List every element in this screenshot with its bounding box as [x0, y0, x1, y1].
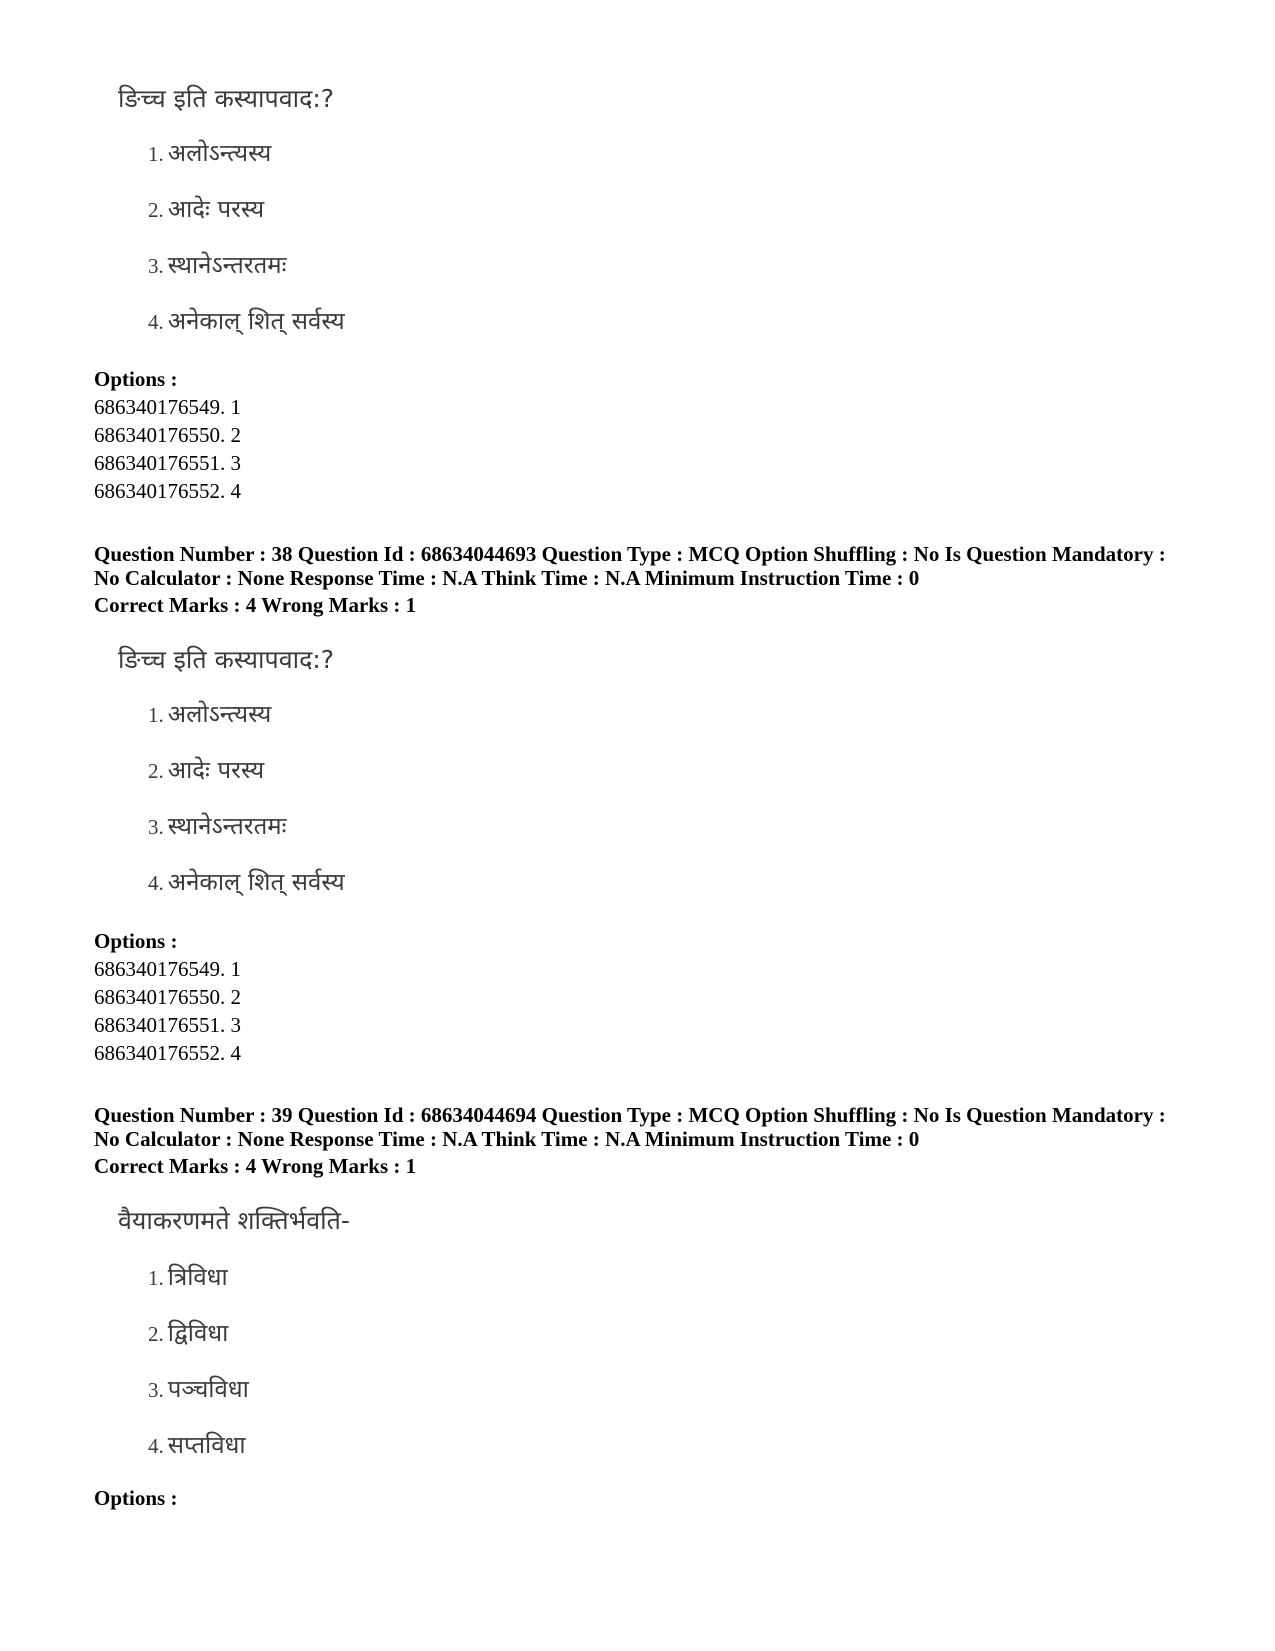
choice-4	[148, 1430, 246, 1461]
question-meta-line-2: No Calculator : None Response Time : N.A Think Time : N.A Minimum Instruction Time : 0	[94, 1127, 920, 1151]
choice-number: 1.	[148, 1266, 164, 1290]
option-line: 686340176550. 2	[94, 423, 241, 447]
choice-text: अनेकाल् शित् सर्वस्य	[167, 307, 345, 335]
option-line: 686340176551. 3	[94, 451, 241, 475]
question-meta-line-1: Question Number : 39 Question Id : 68634044694 Question Type : MCQ Option Shuffling : No Is Question Mandatory :	[94, 1103, 1166, 1127]
question-meta-line-1: Question Number : 38 Question Id : 68634044693 Question Type : MCQ Option Shuffling : No Is Question Mandatory :	[94, 542, 1166, 566]
choice-number: 2.	[148, 198, 164, 222]
choice-text: अनेकाल् शित् सर्वस्य	[167, 868, 345, 896]
choice-number: 3.	[148, 254, 164, 278]
option-line: 686340176549. 1	[94, 395, 241, 419]
question-image	[118, 1206, 350, 1459]
choice-number: 2.	[148, 759, 164, 783]
choice-text: स्थानेऽन्तरतमः	[167, 251, 287, 279]
options-label: Options :	[94, 929, 178, 953]
choice-3	[148, 811, 286, 842]
choice-text: आदेः परस्य	[167, 195, 265, 223]
question-stem: वैयाकरणमते शक्तिर्भवति-	[118, 1206, 350, 1235]
choice-3	[148, 250, 286, 281]
question-stem: ङिच्च इति कस्यापवाद:?	[118, 84, 335, 113]
question-marks: Correct Marks : 4 Wrong Marks : 1	[94, 593, 417, 617]
choice-1	[148, 138, 271, 169]
options-label: Options :	[94, 1486, 178, 1510]
choice-1	[148, 1262, 228, 1293]
question-image	[118, 84, 345, 335]
choice-2	[148, 1318, 228, 1349]
choice-number: 3.	[148, 1378, 164, 1402]
options-label: Options :	[94, 367, 178, 391]
choice-4	[148, 867, 345, 898]
choice-text: आदेः परस्य	[167, 756, 265, 784]
question-meta	[94, 542, 1214, 590]
choice-number: 1.	[148, 142, 164, 166]
option-line: 686340176550. 2	[94, 985, 241, 1009]
choice-text: अलोऽन्त्यस्य	[167, 700, 272, 728]
question-stem: ङिच्च इति कस्यापवाद:?	[118, 645, 335, 674]
question-marks: Correct Marks : 4 Wrong Marks : 1	[94, 1154, 417, 1178]
choice-number: 4.	[148, 1434, 164, 1458]
choice-2	[148, 755, 264, 786]
question-image	[118, 645, 345, 896]
option-line: 686340176551. 3	[94, 1013, 241, 1037]
choice-number: 2.	[148, 1322, 164, 1346]
question-meta-line-2: No Calculator : None Response Time : N.A Think Time : N.A Minimum Instruction Time : 0	[94, 566, 920, 590]
choice-4	[148, 306, 345, 337]
choice-number: 3.	[148, 815, 164, 839]
choice-number: 4.	[148, 871, 164, 895]
choice-3	[148, 1374, 249, 1405]
choice-text: अलोऽन्त्यस्य	[167, 139, 272, 167]
choice-text: स्थानेऽन्तरतमः	[167, 812, 287, 840]
choice-1	[148, 699, 271, 730]
choice-text: त्रिविधा	[167, 1263, 228, 1291]
choice-text: सप्तविधा	[167, 1431, 246, 1459]
option-line: 686340176552. 4	[94, 1041, 241, 1065]
choice-text: पञ्चविधा	[167, 1375, 249, 1403]
choice-number: 1.	[148, 703, 164, 727]
choice-number: 4.	[148, 310, 164, 334]
question-meta	[94, 1103, 1214, 1151]
option-line: 686340176549. 1	[94, 957, 241, 981]
option-line: 686340176552. 4	[94, 479, 241, 503]
choice-2	[148, 194, 264, 225]
choice-text: द्विविधा	[167, 1319, 229, 1347]
